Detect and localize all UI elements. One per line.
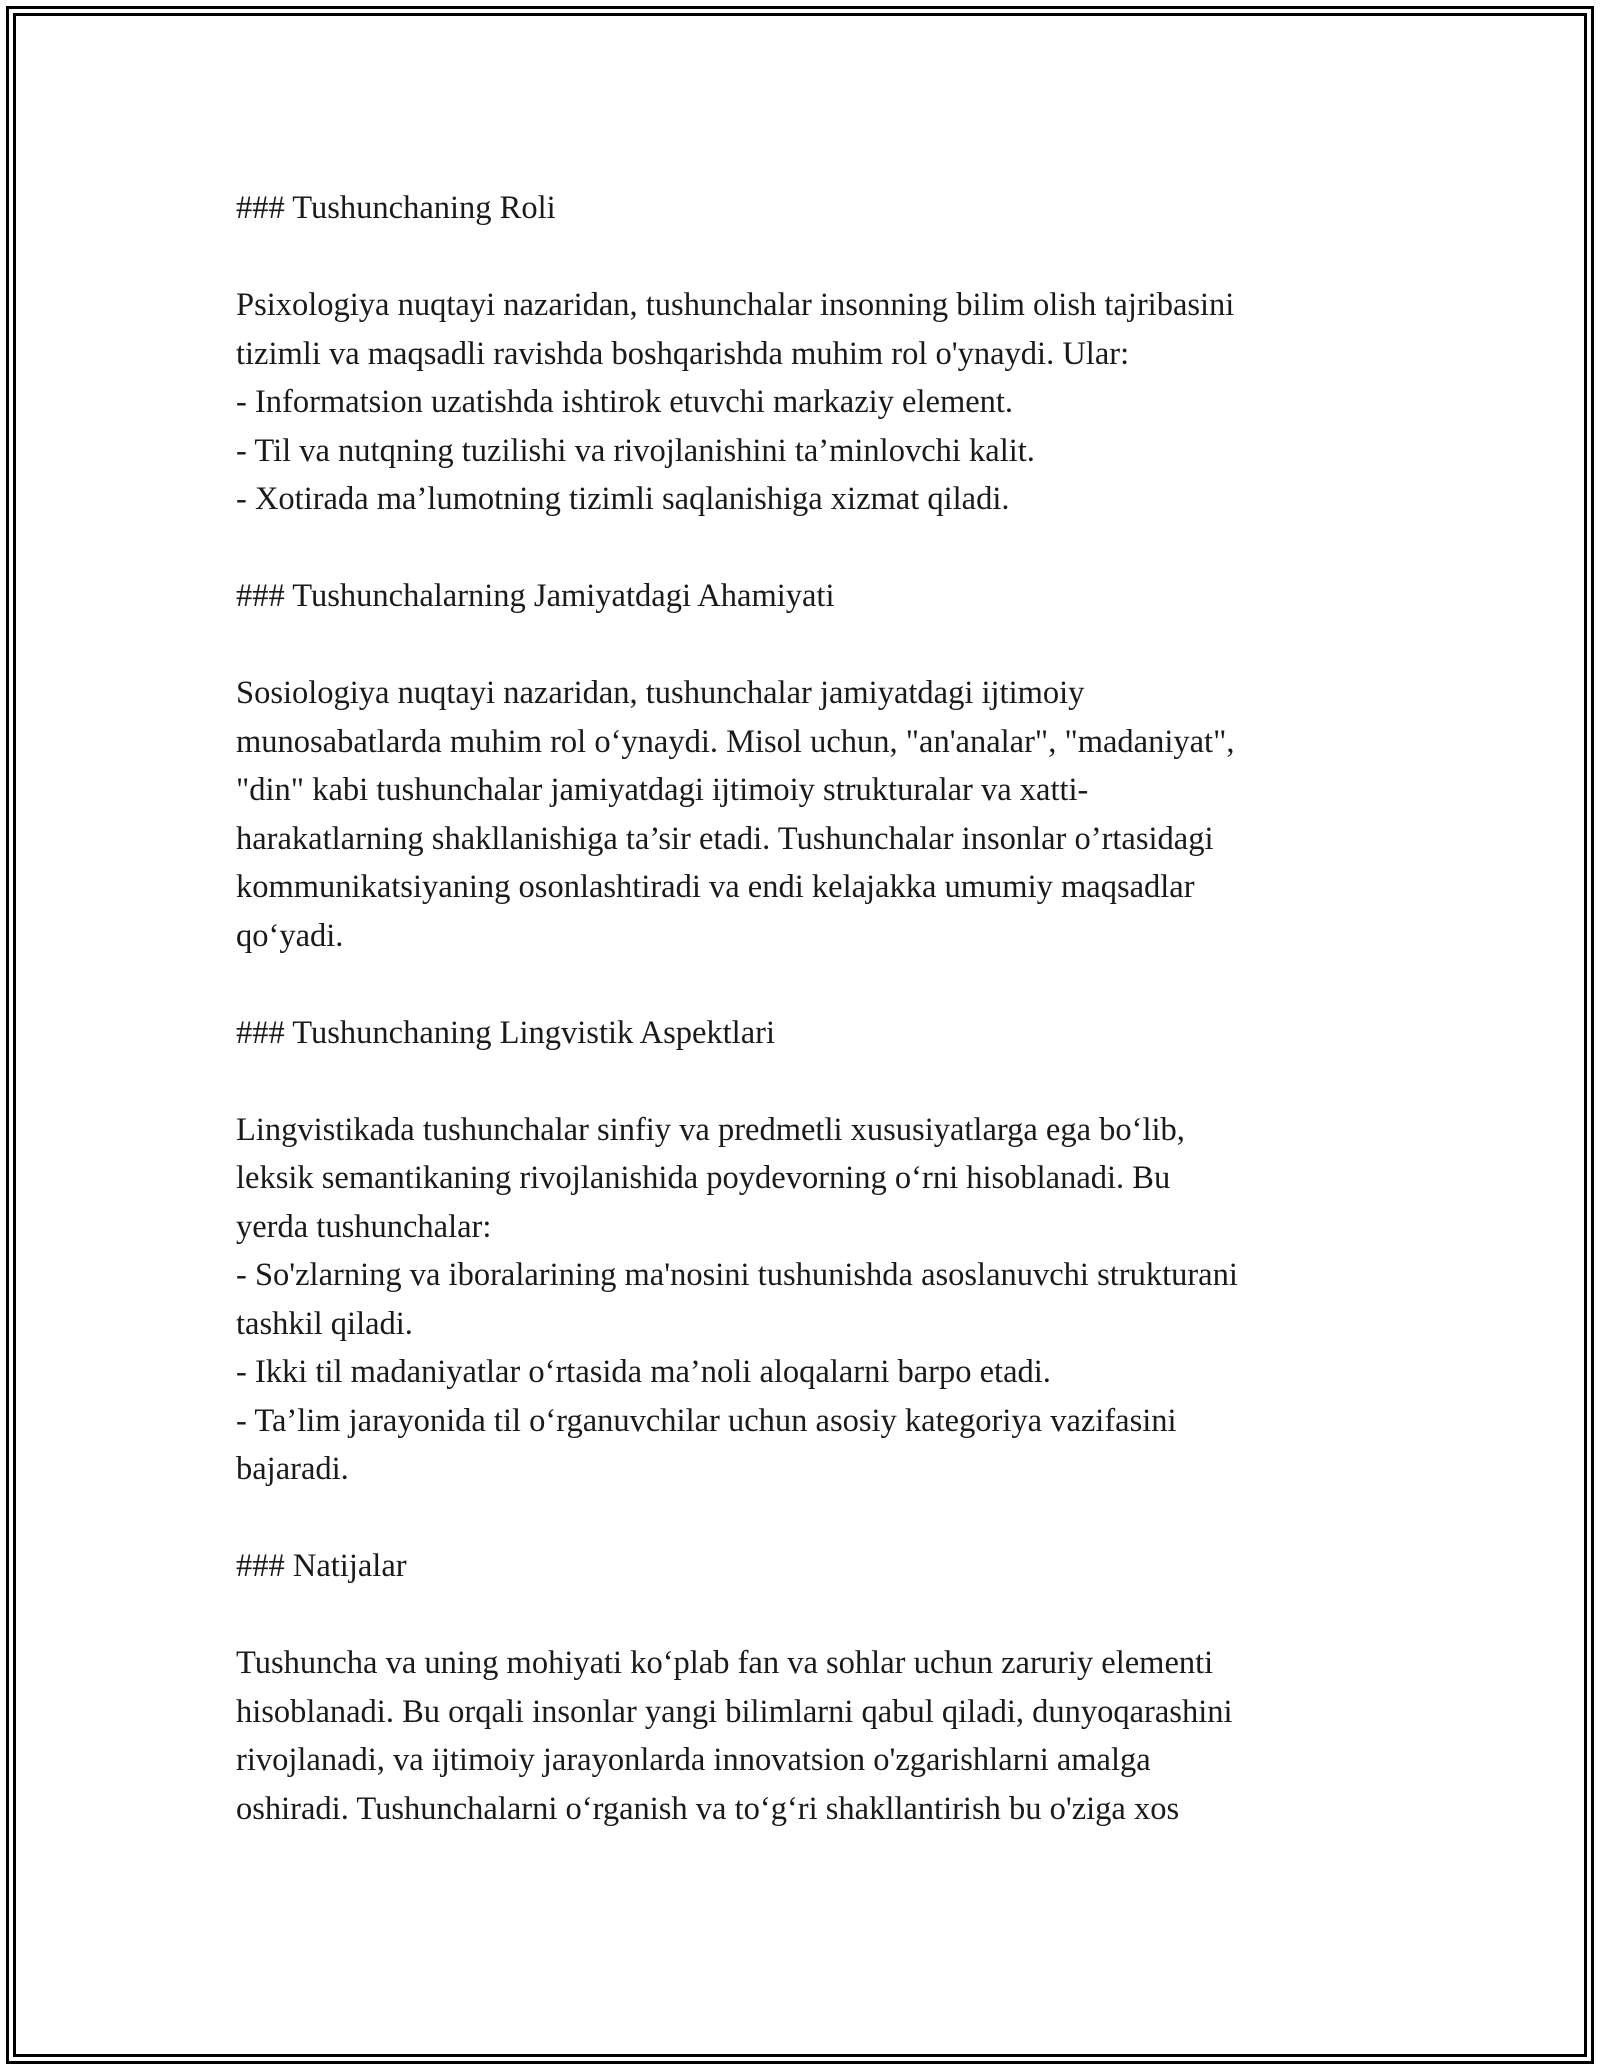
blank-line — [236, 524, 1366, 573]
paragraph-line: oshiradi. Tushunchalarni o‘rganish va to‘g‘ri shakllantirish bu o'ziga xos — [236, 1790, 1180, 1827]
list-item-continuation: bajaradi. — [236, 1451, 349, 1487]
list-item: - Ikki til madaniyatlar o‘rtasida ma’noli aloqalarni barpo etadi. — [236, 1354, 1051, 1390]
paragraph-line: yerda tushunchalar: — [236, 1208, 492, 1245]
paragraph-line: harakatlarning shakllanishiga ta’sir etadi. Tushunchalar insonlar o’rtasidagi — [236, 820, 1214, 857]
list-item: - Xotirada ma’lumotning tizimli saqlanishiga xizmat qiladi. — [236, 481, 1010, 517]
paragraph-line: Psixologiya nuqtayi nazaridan, tushunchalar insonning bilim olish tajribasini — [236, 287, 1235, 323]
list-item: - Ta’lim jarayonida til o‘rganuvchilar uchun asosiy kategoriya vazifasini — [236, 1402, 1177, 1439]
paragraph-line: "din" kabi tushunchalar jamiyatdagi ijtimoiy strukturalar va xatti- — [236, 772, 1089, 808]
paragraph-line: Lingvistikada tushunchalar sinfiy va predmetli xususiyatlarga ega bo‘lib, — [236, 1111, 1185, 1148]
paragraph-line: rivojlanadi, va ijtimoiy jarayonlarda innovatsion o'zgarishlarni amalga — [236, 1742, 1151, 1778]
paragraph-line: qo‘yadi. — [236, 917, 344, 954]
blank-line — [236, 960, 1366, 1009]
blank-line — [236, 1591, 1366, 1640]
paragraph-line: Tushuncha va uning mohiyati ko‘plab fan va sohlar uchun zaruriy elementi — [236, 1645, 1214, 1681]
blank-line — [236, 621, 1366, 670]
list-item: - Informatsion uzatishda ishtirok etuvchi markaziy element. — [236, 384, 1014, 420]
paragraph-line: leksik semantikaning rivojlanishida poydevorning o‘rni hisoblanadi. Bu — [236, 1160, 1171, 1196]
heading-natijalar: ### Natijalar — [236, 1548, 407, 1584]
paragraph-line: Sosiologiya nuqtayi nazaridan, tushunchalar jamiyatdagi ijtimoiy — [236, 675, 1085, 711]
heading-tushunchaning-roli: ### Tushunchaning Roli — [236, 190, 556, 226]
list-item-continuation: tashkil qiladi. — [236, 1305, 413, 1342]
list-item: - So'zlarning va iboralarining ma'nosini tushunishda asoslanuvchi strukturani — [236, 1257, 1238, 1293]
blank-line — [236, 1494, 1366, 1543]
paragraph-line: munosabatlarda muhim rol o‘ynaydi. Misol uchun, "an'analar", "madaniyat", — [236, 723, 1235, 760]
document-body — [236, 184, 1366, 1833]
heading-jamiyatdagi-ahamiyati: ### Tushunchalarning Jamiyatdagi Ahamiyati — [236, 578, 835, 614]
list-item: - Til va nutqning tuzilishi va rivojlanishini ta’minlovchi kalit. — [236, 432, 1035, 469]
blank-line — [236, 233, 1366, 282]
paragraph-line: kommunikatsiyaning osonlashtiradi va endi kelajakka umumiy maqsadlar — [236, 869, 1195, 905]
heading-lingvistik-aspektlari: ### Tushunchaning Lingvistik Aspektlari — [236, 1014, 775, 1051]
paragraph-line: tizimli va maqsadli ravishda boshqarishda muhim rol o'ynaydi. Ular: — [236, 335, 1130, 372]
blank-line — [236, 1057, 1366, 1106]
paragraph-line: hisoblanadi. Bu orqali insonlar yangi bilimlarni qabul qiladi, dunyoqarashini — [236, 1693, 1233, 1730]
